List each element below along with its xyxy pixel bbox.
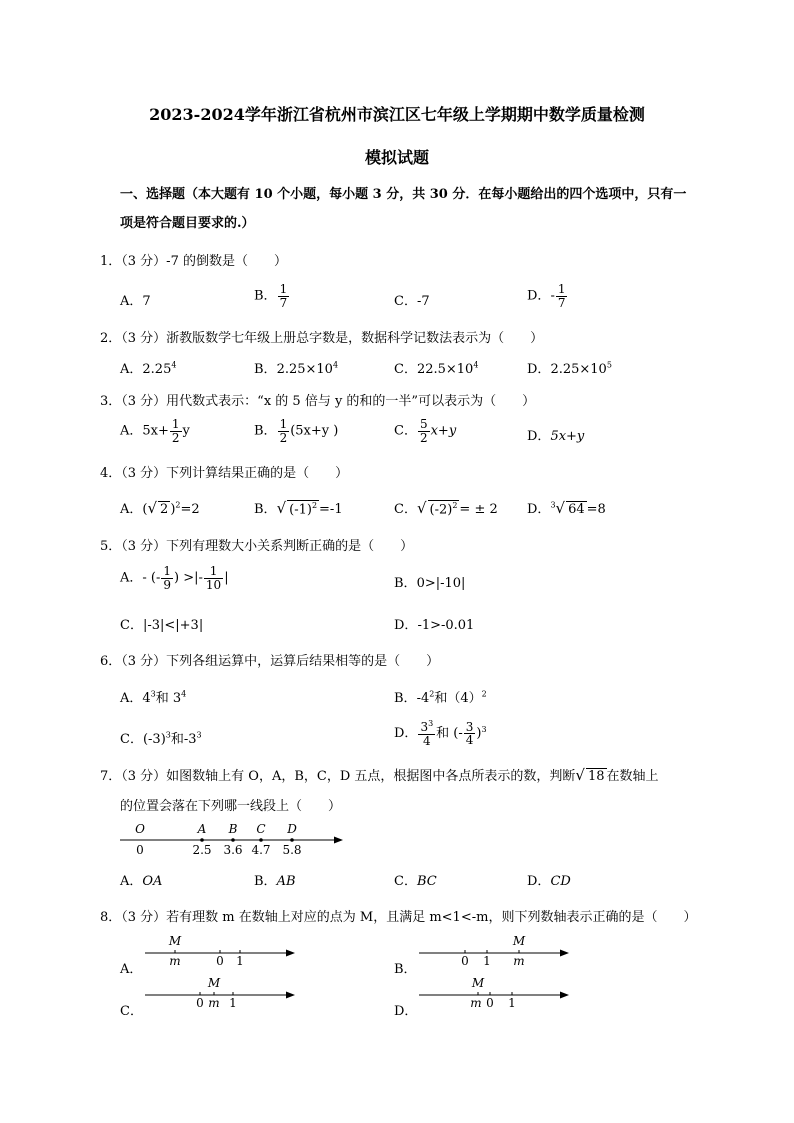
option-base: 2.25 <box>142 362 172 377</box>
q6-stem: 6．（3 分）下列各组运算中，运算后结果相等的是（ ） <box>100 654 440 669</box>
q4-option-c <box>394 498 498 517</box>
option-text: |-3|<|+3| <box>142 618 204 633</box>
option-text: -1>-0.01 <box>417 618 475 633</box>
q4-stem: 4．（3 分）下列计算结果正确的是（ ） <box>100 466 349 481</box>
point-b-dot <box>231 838 235 842</box>
q4-option-b <box>254 498 343 517</box>
fraction <box>556 283 568 309</box>
option-text: -7 <box>416 294 430 309</box>
option-text: =-1 <box>319 502 343 517</box>
radical-sign: √ <box>147 499 158 517</box>
option-text: =8 <box>586 502 606 517</box>
var-label: m <box>208 996 220 1010</box>
q3-option-c <box>394 418 456 444</box>
point-b-label: B <box>228 822 238 836</box>
q7-number-line <box>115 818 350 860</box>
option-text: | <box>224 570 229 586</box>
radical-sign: √ <box>575 766 585 784</box>
radicand-text: (-2) <box>429 502 453 517</box>
option-text: 4 <box>142 691 151 706</box>
q7-stem-line1 <box>100 765 659 784</box>
point-a-value: 2.5 <box>192 843 212 857</box>
one-label: 1 <box>236 954 244 968</box>
fraction <box>418 418 430 444</box>
option-label: B． <box>394 691 417 706</box>
radical-sign: √ <box>555 499 566 517</box>
q7-option-a <box>120 870 162 889</box>
q5-option-a <box>120 565 229 591</box>
q8-option-c-label: C． <box>120 1004 143 1019</box>
q1-option-a <box>120 290 151 309</box>
paren: ) <box>170 502 176 517</box>
zero-label: 0 <box>196 996 204 1010</box>
q7-stem-line2: 的位置会落在下列哪一线段上（ ） <box>120 799 342 814</box>
numerator: 1 <box>279 417 288 431</box>
point-c-dot <box>259 838 263 842</box>
option-label: D． <box>527 502 551 517</box>
q1-option-c <box>394 290 430 309</box>
option-label: A． <box>120 570 143 586</box>
radicand <box>287 500 319 517</box>
q8-stem: 8．（3 分）若有理数 m 在数轴上对应的点为 M，且满足 m<1<-m，则下列数轴表示正确的是（ ） <box>100 910 697 925</box>
denominator: 4 <box>465 733 474 748</box>
option-label: B． <box>394 576 417 591</box>
option-text: 5x+y <box>550 429 585 444</box>
option-label: A． <box>120 874 143 889</box>
point-label: M <box>512 934 526 948</box>
q1-stem: 1．（3 分）-7 的倒数是（ ） <box>100 254 287 269</box>
q3-stem: 3．（3 分）用代数式表示：“x 的 5 倍与 y 的和的一半”可以表示为（ ） <box>100 394 536 409</box>
section-heading-line1: 一、选择题（本大题有 10 个小题，每小题 3 分，共 30 分．在每小题给出的四个选项中，只有一 <box>120 187 687 202</box>
q3-option-a <box>120 418 190 444</box>
q7-option-b <box>254 870 296 889</box>
option-text: CD <box>550 874 571 889</box>
option-base: 22.5×10 <box>416 362 474 377</box>
option-text: 和-3 <box>170 732 197 747</box>
zero-label: 0 <box>486 996 494 1010</box>
point-o-label: O <box>135 822 145 836</box>
option-text: y <box>182 423 190 439</box>
axis-arrow <box>286 992 295 999</box>
denominator: 9 <box>163 577 172 592</box>
q5-option-c <box>120 614 203 633</box>
point-d-value: 5.8 <box>282 843 302 857</box>
stem-text: 7．（3 分）如图数轴上有 O，A，B，C，D 五点，根据图中各点所表示的数，判断 <box>100 769 576 784</box>
var-label: m <box>513 954 525 968</box>
radicand-text: (-1) <box>289 502 312 517</box>
fraction <box>418 720 435 747</box>
q4-option-a <box>120 498 200 517</box>
exam-title-line1: 2023-2024学年浙江省杭州市滨江区七年级上学期期中数学质量检测 <box>149 105 645 124</box>
zero-label: 0 <box>461 954 469 968</box>
option-text: OA <box>142 874 163 889</box>
zero-label: 0 <box>216 954 224 968</box>
numerator: 5 <box>419 417 428 431</box>
option-label: C． <box>394 294 417 309</box>
option-text: 和 (- <box>436 726 463 742</box>
q8-option-b-number-line <box>414 932 579 974</box>
exponent: 2 <box>311 500 318 510</box>
q3-option-d <box>527 425 584 444</box>
q2-stem: 2．（3 分）浙教版数学七年级上册总字数是，数据科学记数法表示为（ ） <box>100 331 544 346</box>
q8-option-d-number-line <box>414 974 579 1016</box>
denominator: 7 <box>279 295 288 310</box>
option-label: A． <box>120 423 143 439</box>
point-o-value: 0 <box>136 843 144 857</box>
point-a-dot <box>200 838 204 842</box>
option-text: AB <box>276 874 296 889</box>
option-text: 和（4） <box>434 691 482 706</box>
q7-option-d <box>527 870 571 889</box>
q2-option-c <box>394 358 478 377</box>
q5-option-d <box>394 614 474 633</box>
root-index: 3 <box>550 500 556 510</box>
denominator: 2 <box>171 430 180 445</box>
denominator: 2 <box>279 430 288 445</box>
option-label: C． <box>120 618 143 633</box>
q8-option-b-label: B． <box>394 962 417 977</box>
option-text: (-3) <box>142 732 166 747</box>
option-label: B． <box>254 423 277 439</box>
option-label: B． <box>254 288 277 304</box>
radicand: 2 <box>160 502 169 517</box>
minus-sign: - <box>550 288 555 304</box>
option-label: B． <box>254 362 277 377</box>
exam-title-line2: 模拟试题 <box>364 148 429 167</box>
q8-option-c-number-line <box>140 974 305 1016</box>
exponent: 3 <box>481 724 487 734</box>
option-text: - (- <box>142 570 161 586</box>
fraction <box>464 721 476 747</box>
option-label: D． <box>527 362 551 377</box>
option-label: D． <box>527 288 551 304</box>
fraction <box>278 283 290 309</box>
option-text: BC <box>416 874 437 889</box>
option-label: C． <box>394 362 417 377</box>
one-label: 1 <box>229 996 237 1010</box>
paren: ) <box>476 726 482 742</box>
radicand: 18 <box>587 769 605 784</box>
exponent: 5 <box>606 360 612 370</box>
radicand: 64 <box>568 502 585 517</box>
numerator: 1 <box>171 417 180 431</box>
option-label: D． <box>394 618 418 633</box>
one-label: 1 <box>508 996 516 1010</box>
option-label: A． <box>120 691 143 706</box>
q1-option-d <box>527 283 568 309</box>
numerator: 1 <box>279 282 288 296</box>
q6-option-b <box>394 687 487 706</box>
numerator <box>418 720 435 735</box>
q5-option-b <box>394 572 465 591</box>
exponent: 4 <box>181 689 187 699</box>
point-b-value: 3.6 <box>223 843 243 857</box>
axis-arrow <box>334 837 343 844</box>
option-label: C． <box>120 732 143 747</box>
denominator: 2 <box>419 430 428 445</box>
q7-option-c <box>394 870 437 889</box>
q6-option-d <box>394 720 487 747</box>
numerator: 1 <box>204 565 223 579</box>
option-text: -4 <box>416 691 430 706</box>
point-c-label: C <box>256 822 266 836</box>
axis-arrow <box>286 950 295 957</box>
option-text: 和 3 <box>155 691 182 706</box>
radicand <box>428 500 460 517</box>
option-text: 7 <box>142 294 151 309</box>
one-label: 1 <box>483 954 491 968</box>
fraction <box>170 418 182 444</box>
option-text: = ± 2 <box>459 502 498 517</box>
option-label: C． <box>394 502 417 517</box>
axis-arrow <box>560 950 569 957</box>
option-text: =2 <box>180 502 200 517</box>
numerator: 3 <box>465 719 474 734</box>
option-text: (5x+y ) <box>290 423 339 439</box>
denominator: 10 <box>205 577 222 592</box>
exponent: 2 <box>481 689 487 699</box>
var-label: m <box>470 996 482 1010</box>
point-d-label: D <box>287 822 297 836</box>
option-text: ) >|- <box>174 570 203 586</box>
exponent: 4 <box>171 360 177 370</box>
numerator-text: 3 <box>420 720 429 734</box>
exponent: 4 <box>473 360 479 370</box>
denominator: 4 <box>422 733 431 748</box>
numerator: 1 <box>557 282 566 296</box>
axis-arrow <box>560 992 569 999</box>
radical-sign: √ <box>276 499 287 517</box>
exponent: 3 <box>165 730 171 740</box>
option-label: C． <box>394 874 417 889</box>
var-label: m <box>169 954 181 968</box>
q2-option-a <box>120 358 176 377</box>
q8-option-a-label: A． <box>120 962 143 977</box>
option-base: 2.25×10 <box>550 362 607 377</box>
q2-option-b <box>254 358 338 377</box>
point-a-label: A <box>197 822 207 836</box>
option-text: 5x+ <box>142 423 169 439</box>
point-c-value: 4.7 <box>251 843 271 857</box>
point-label: M <box>471 976 485 990</box>
exponent: 2 <box>429 689 435 699</box>
section-heading-line2: 项是符合题目要求的.） <box>120 216 255 231</box>
exponent: 3 <box>196 730 202 740</box>
point-label: M <box>207 976 221 990</box>
option-base: 2.25×10 <box>276 362 333 377</box>
numerator: 1 <box>163 564 172 578</box>
exponent: 3 <box>428 719 434 728</box>
q3-option-b <box>254 418 338 444</box>
option-label: D． <box>527 429 551 444</box>
fraction <box>161 565 173 591</box>
option-text: x+y <box>430 423 457 439</box>
q4-option-d <box>527 498 606 517</box>
exponent: 2 <box>452 500 458 510</box>
q6-option-c <box>120 728 202 747</box>
option-label: C． <box>394 423 417 439</box>
q6-option-a <box>120 687 186 706</box>
q8-option-a-number-line <box>140 932 305 974</box>
option-label: D． <box>527 874 551 889</box>
option-text: 0>|-10| <box>416 576 466 591</box>
q2-option-d <box>527 358 612 377</box>
paren: ( <box>142 502 148 517</box>
q8-option-d-label: D． <box>394 1004 418 1019</box>
fraction <box>204 565 223 591</box>
option-label: A． <box>120 362 143 377</box>
exponent: 3 <box>150 689 156 699</box>
fraction <box>278 418 290 444</box>
option-label: B． <box>254 502 277 517</box>
stem-text: 在数轴上 <box>606 769 659 784</box>
exponent: 2 <box>175 500 181 510</box>
q5-stem: 5．（3 分）下列有理数大小关系判断正确的是（ ） <box>100 539 414 554</box>
exponent: 4 <box>332 360 339 370</box>
q1-option-b <box>254 283 290 309</box>
option-label: A． <box>120 502 143 517</box>
point-d-dot <box>290 838 294 842</box>
option-label: D． <box>394 726 418 742</box>
radical-sign: √ <box>416 499 427 517</box>
option-label: A． <box>120 294 143 309</box>
denominator: 7 <box>557 295 566 310</box>
point-label: M <box>168 934 182 948</box>
option-label: B． <box>254 874 277 889</box>
